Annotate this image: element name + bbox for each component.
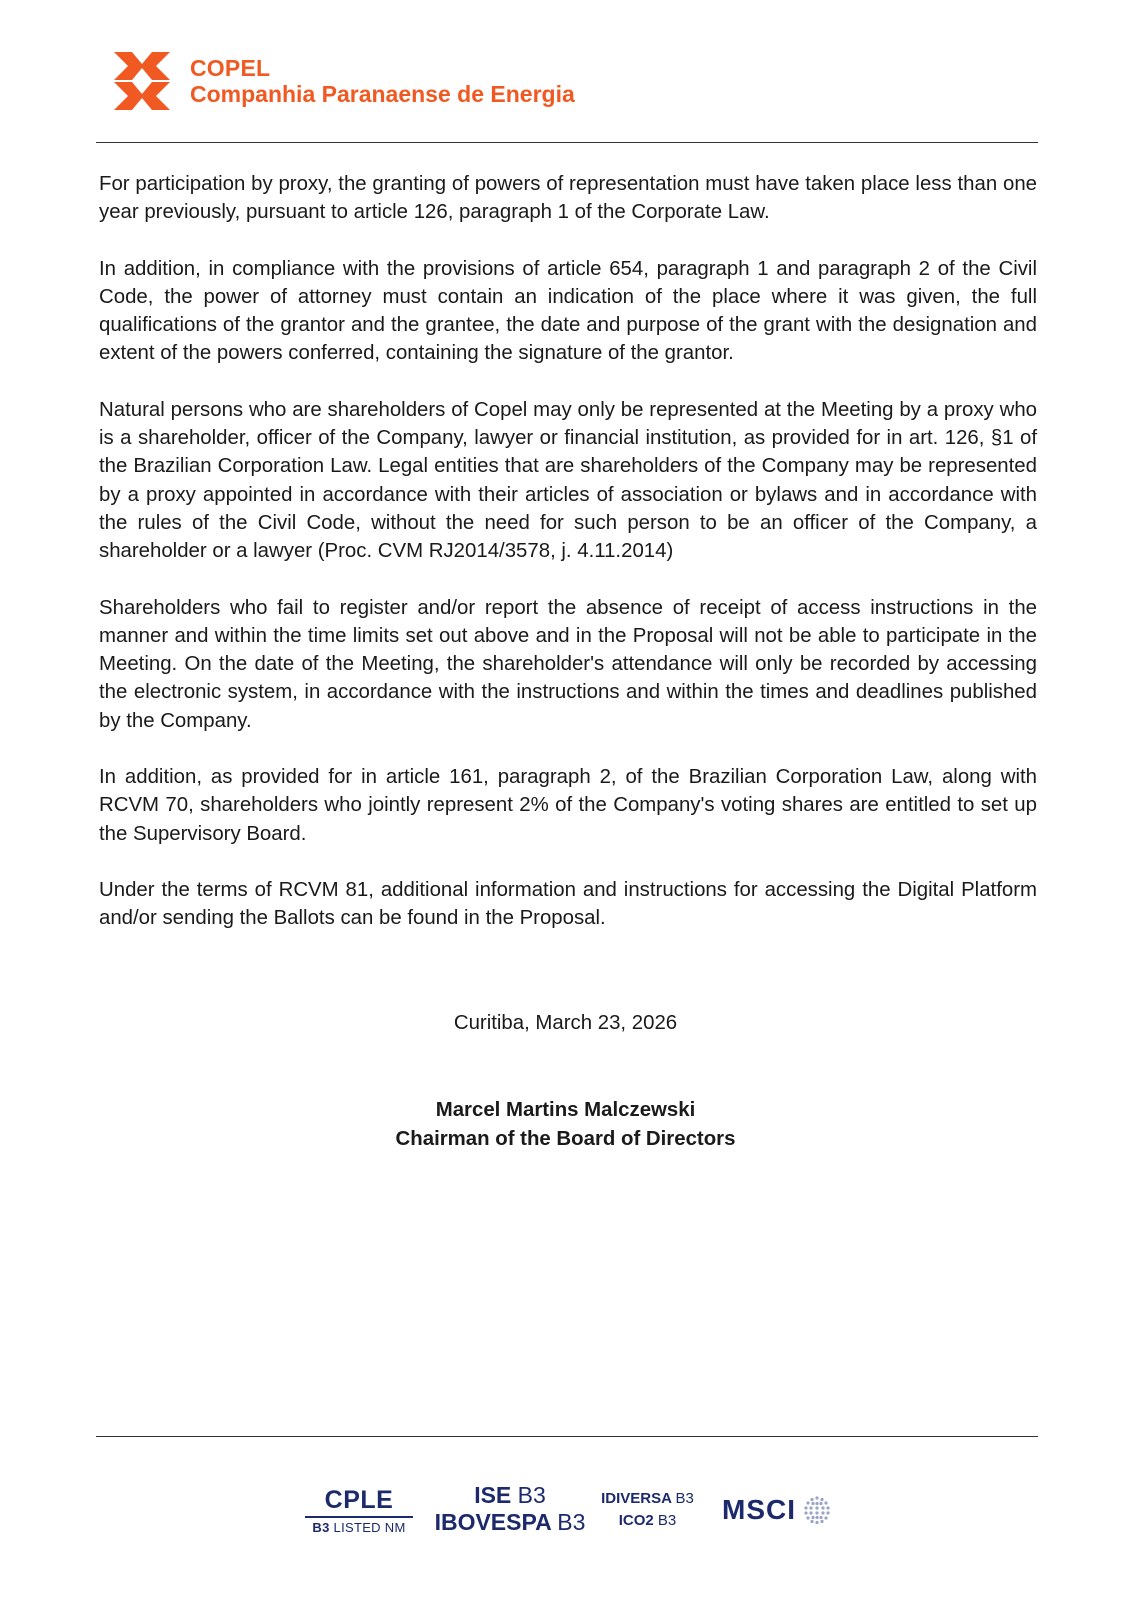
ise-b3: B3 (517, 1482, 546, 1508)
signatory-title: Chairman of the Board of Directors (395, 1127, 736, 1150)
cple-badge (303, 1486, 415, 1535)
cple-ticker: CPLE (324, 1486, 394, 1514)
paragraph-proxy-timing: For participation by proxy, the granting of powers of representation must have taken place less than one year previously, pursuant to article 126, paragraph 1 of the Corporate Law. (99, 173, 1037, 224)
ico2-label: ICO2 (618, 1512, 654, 1529)
idiversa-b3: B3 (675, 1490, 694, 1507)
ibovespa-label: IBOVESPA (434, 1509, 551, 1535)
msci-badge (722, 1494, 842, 1526)
paragraph-registration: Shareholders who fail to register and/or report the absence of receipt of access instructions in the manner and within the time limits set out above and in the Proposal will not be able to participate in the Meeting. On the date of the Meeting, the shareholder's attendance will only be recorded by accessing the electronic system, in accordance with the instructions and within the times and deadlines published by the Company. (99, 596, 1037, 732)
paragraph-rcvm81: Under the terms of RCVM 81, additional information and instructions for accessing the Digital Platform and/or sending the Ballots can be found in the Proposal. (99, 878, 1037, 930)
ise-label: ISE (474, 1482, 512, 1508)
company-short-name: COPEL (190, 55, 271, 81)
cple-b3: B3 (312, 1519, 330, 1535)
header-divider (96, 142, 1038, 143)
globe-icon (802, 1495, 832, 1525)
idiversa-ico2-badge (595, 1488, 700, 1532)
copel-logo-icon (112, 50, 174, 112)
cple-listing (303, 1520, 415, 1535)
paragraph-civil-code: In addition, in compliance with the provisions of article 654, paragraph 1 and paragraph 2 of the Civil Code, the power of attorney must contain an indication of the place where it was given, the full qualifications of the grantor and the grantee, the date and purpose of the grant with the designation and extent of the powers conferred, containing the signature of the grantor. (99, 257, 1037, 365)
ico2-b3: B3 (657, 1512, 677, 1529)
cple-underline (305, 1516, 413, 1518)
ise-ibovespa-badge (430, 1482, 590, 1536)
index-badges (0, 1478, 1131, 1548)
ibovespa-b3: B3 (557, 1509, 586, 1535)
place-date: Curitiba, March 23, 2026 (453, 1012, 678, 1034)
logo-wordmark (190, 55, 575, 107)
msci-label: MSCI (722, 1494, 796, 1525)
signature-block (0, 1096, 1131, 1153)
footer-divider (96, 1436, 1038, 1437)
document-body (99, 170, 1037, 961)
paragraph-representation: Natural persons who are shareholders of Copel may only be represented at the Meeting by a proxy who is a shareholder, officer of the Company, lawyer or financial institution, as provided for in art. 126, §1 of the Brazilian Corporation Law. Legal entities that are shareholders of the Company may be represented by a proxy appointed in accordance with their articles of association or bylaws and in accordance with the rules of the Civil Code, without the need for such person to be an officer of the Company, a shareholder or a lawyer (Proc. CVM RJ2014/3578, j. 4.11.2014) (99, 398, 1037, 563)
signatory-name: Marcel Martins Malczewski (435, 1099, 696, 1121)
paragraph-supervisory-board: In addition, as provided for in article 161, paragraph 2, of the Brazilian Corporation Law, along with RCVM 70, shareholders who jointly represent 2% of the Company's voting shares are entitled to set up the Supervisory Board. (99, 766, 1037, 845)
cple-listed-nm: LISTED NM (333, 1519, 406, 1535)
company-logo (112, 50, 575, 112)
company-full-name: Companhia Paranaense de Energia (190, 81, 575, 107)
idiversa-label: IDIVERSA (601, 1490, 672, 1507)
